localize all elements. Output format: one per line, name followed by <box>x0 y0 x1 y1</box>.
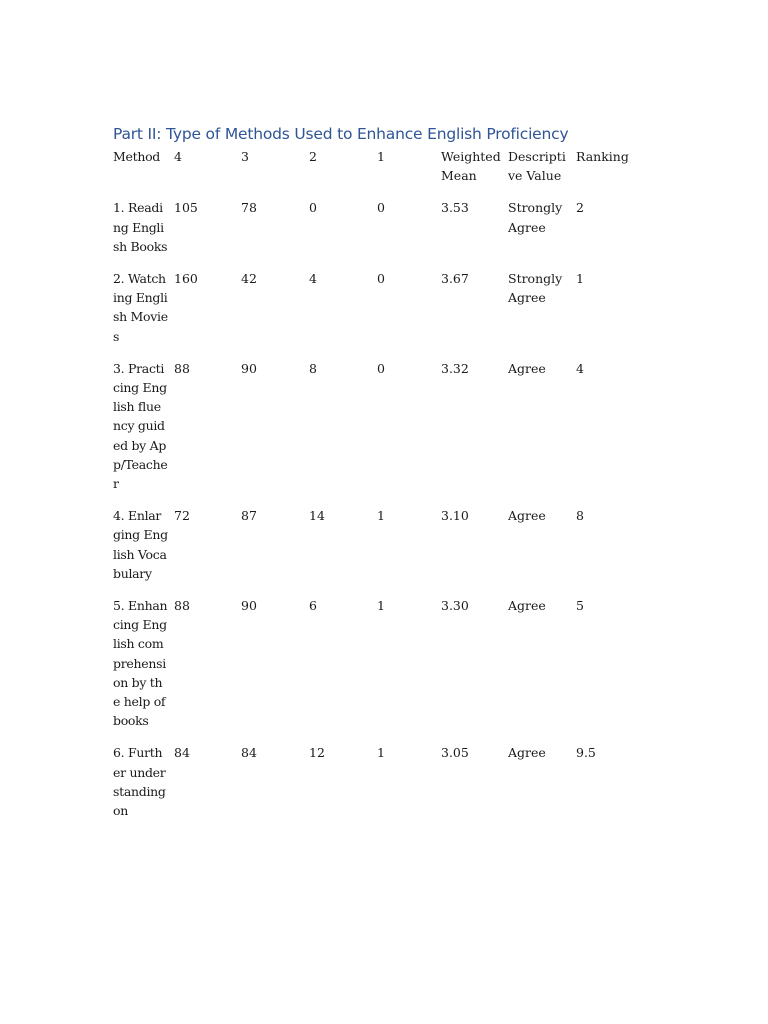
cell-score-1: 0 <box>377 271 385 287</box>
cell-weighted-mean: 3.30 <box>441 598 469 614</box>
cell-score-1: 0 <box>377 200 385 216</box>
section-heading: Part II: Type of Methods Used to Enhance English Proficiency <box>113 125 569 143</box>
cell-score-1: 0 <box>377 360 385 376</box>
cell-score-2: 8 <box>309 360 317 376</box>
table-row <box>110 596 643 743</box>
header-method: Method <box>113 149 160 164</box>
cell-score-2: 0 <box>309 200 317 216</box>
cell-ranking: 2 <box>576 200 584 216</box>
header-score-3: 3 <box>241 149 249 164</box>
cell-score-1: 1 <box>377 745 385 761</box>
cell-score-4: 84 <box>174 745 190 761</box>
header-ranking: Ranking <box>576 149 629 164</box>
cell-score-1: 1 <box>377 598 385 614</box>
cell-score-3: 42 <box>241 271 257 287</box>
cell-score-4: 88 <box>174 598 190 614</box>
cell-descriptive-value: Agree <box>508 745 546 761</box>
header-descriptive-value: Descriptive Value <box>508 149 566 184</box>
cell-score-1: 1 <box>377 508 385 524</box>
cell-weighted-mean: 3.32 <box>441 360 469 376</box>
cell-descriptive-value: Strongly Agree <box>508 200 563 235</box>
cell-ranking: 1 <box>576 271 584 287</box>
cell-ranking: 4 <box>576 360 584 376</box>
cell-score-2: 14 <box>309 508 325 524</box>
cell-method: 3. Practicing English fluency guided by App/Teacher <box>113 360 168 492</box>
cell-score-4: 88 <box>174 360 190 376</box>
table-row <box>110 269 643 359</box>
cell-method: 4. Enlarging English Vocabulary <box>113 508 168 581</box>
cell-score-3: 90 <box>241 360 257 376</box>
cell-method: 6. Further understanding on <box>113 745 166 819</box>
header-score-4: 4 <box>174 149 182 164</box>
methods-table <box>110 147 643 833</box>
cell-weighted-mean: 3.10 <box>441 508 469 524</box>
cell-weighted-mean: 3.53 <box>441 200 469 216</box>
cell-method: 1. Reading English Books <box>113 200 168 254</box>
cell-score-2: 6 <box>309 598 317 614</box>
cell-ranking: 9.5 <box>576 745 596 761</box>
cell-score-2: 12 <box>309 745 325 761</box>
header-weighted-mean: Weighted Mean <box>441 149 501 184</box>
cell-descriptive-value: Strongly Agree <box>508 271 563 306</box>
cell-score-2: 4 <box>309 271 317 287</box>
cell-score-3: 78 <box>241 200 257 216</box>
cell-descriptive-value: Agree <box>508 360 546 376</box>
cell-score-4: 160 <box>174 271 198 287</box>
table-header-row <box>110 147 643 198</box>
table-row <box>110 359 643 506</box>
cell-method: 5. Enhancing English comprehension by the help of books <box>113 598 168 729</box>
header-score-1: 1 <box>377 149 385 164</box>
table-row <box>110 506 643 596</box>
cell-weighted-mean: 3.67 <box>441 271 469 287</box>
table-row <box>110 743 643 833</box>
cell-ranking: 5 <box>576 598 584 614</box>
table-row <box>110 198 643 269</box>
header-score-2: 2 <box>309 149 317 164</box>
cell-score-3: 84 <box>241 745 257 761</box>
cell-weighted-mean: 3.05 <box>441 745 469 761</box>
cell-descriptive-value: Agree <box>508 598 546 614</box>
cell-ranking: 8 <box>576 508 584 524</box>
cell-score-4: 105 <box>174 200 198 216</box>
cell-descriptive-value: Agree <box>508 508 546 524</box>
cell-score-4: 72 <box>174 508 190 524</box>
cell-score-3: 87 <box>241 508 257 524</box>
cell-method: 2. Watching English Movies <box>113 271 168 344</box>
cell-score-3: 90 <box>241 598 257 614</box>
